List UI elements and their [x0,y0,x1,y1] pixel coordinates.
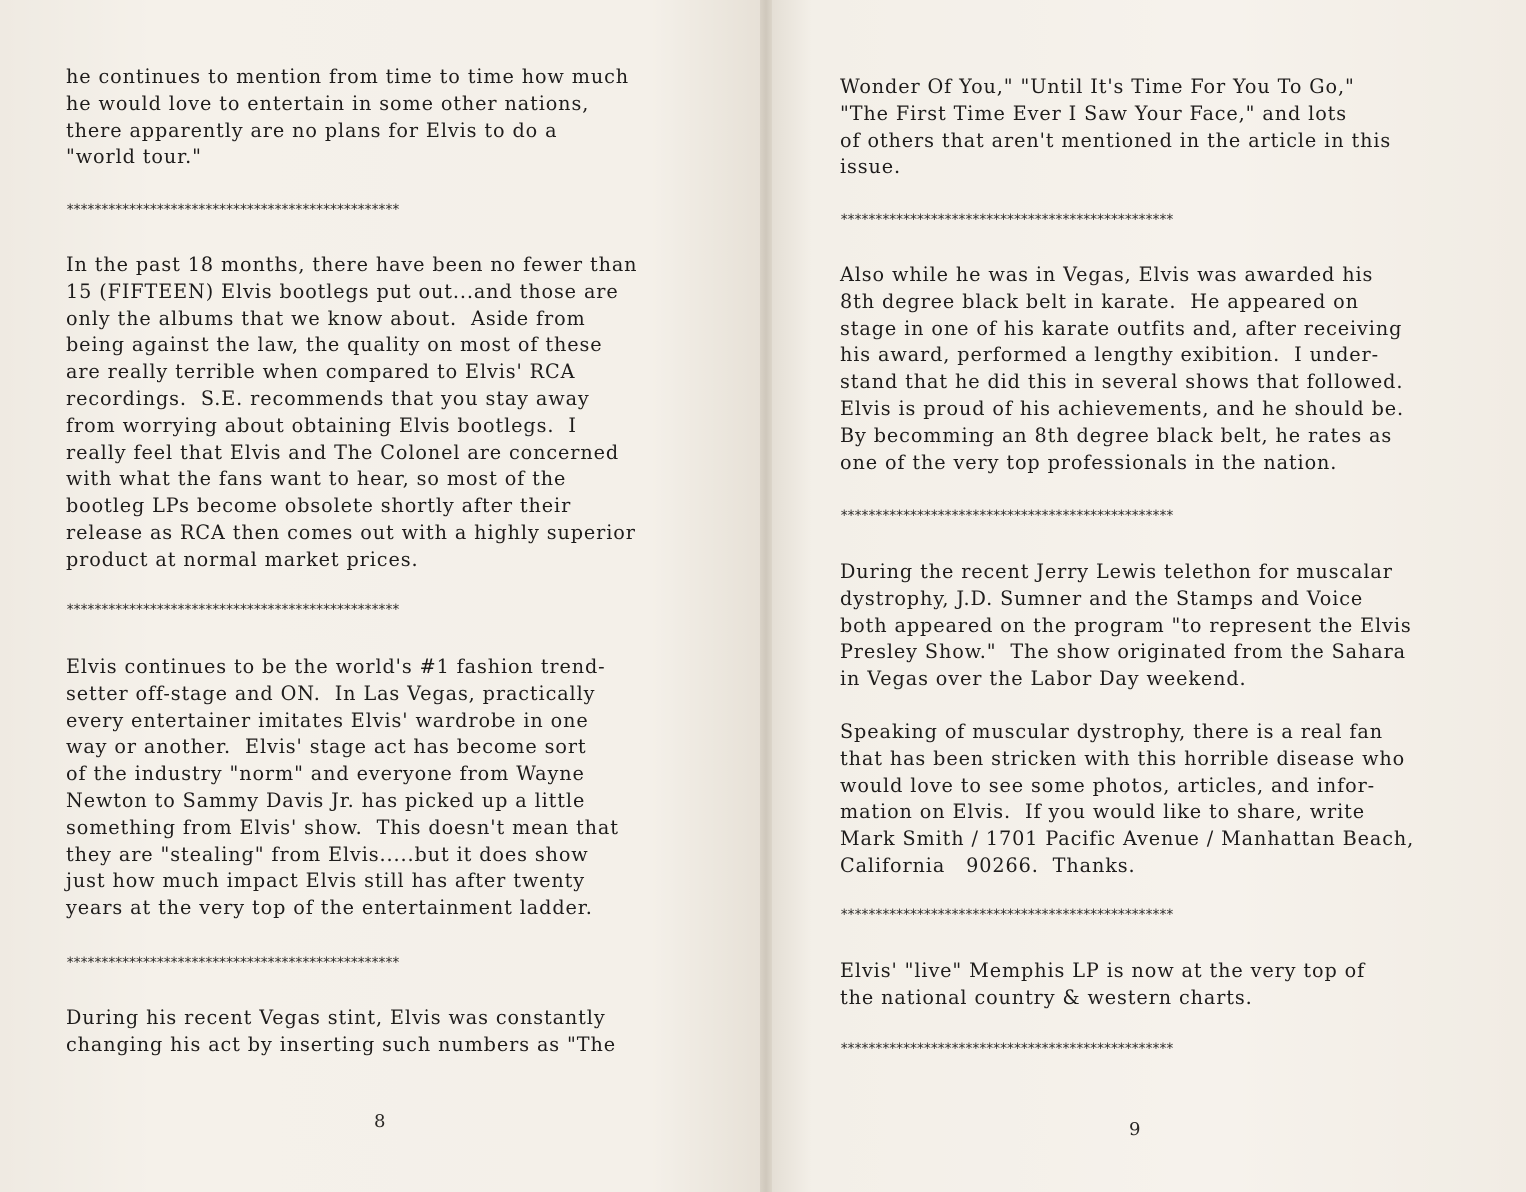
right-page [766,0,1526,1192]
right-paragraph-2: Also while he was in Vegas, Elvis was awarded his 8th degree black belt in karate. He appeared on stage in one of his karate outfits and, after receiving his award, performed a lengthy exibition. I under- stand that he did this in several shows that followed. Elvis is proud of his achievements, and he should be. By becomming an 8th degree black belt, he rates as one of the very top professionals in the nation. [840,263,1405,474]
left-paragraph-3: Elvis continues to be the world's #1 fashion trend- setter off-stage and ON. In Las Vegas, practically every entertainer imitates Elvis' wardrobe in one way or another. Elvis' stage act has become sort of the industry "norm" and everyone from Wayne Newton to Sammy Davis Jr. has picked up a little something from Elvis' show. This doesn't mean that they are "stealing" from Elvis.....but it does show just how much impact Elvis still has after twenty years at the very top of the entertainment ladder. [66,655,619,920]
page-number-right: 9 [1129,1119,1141,1140]
right-paragraph-4: Speaking of muscular dystrophy, there is a real fan that has been stricken with this horrible disease who would love to see some photos, articles, and infor- mation on Elvis. If you would like to share, write Mark Smith / 1701 Pacific Avenue / Manhattan Beach, California 90266. Thanks. [840,720,1415,877]
left-paragraph-4: During his recent Vegas stint, Elvis was constantly changing his act by inserting such numbers as "The [66,1006,616,1056]
right-paragraph-1: Wonder Of You," "Until It's Time For You To Go," "The First Time Ever I Saw Your Face," and lots of others that aren't mentioned in the article in this issue. [840,75,1392,179]
book-gutter [760,0,772,1192]
left-paragraph-2: In the past 18 months, there have been no fewer than 15 (FIFTEEN) Elvis bootlegs put out...and those are only the albums that we know about. Aside from being against the law, the quality on most of these are really terrible when compared to Elvis' RCA recordings. S.E. recommends that you stay away from worrying about obtaining Elvis bootlegs. I really feel that Elvis and The Colonel are concerned with what the fans want to hear, so most of the bootleg LPs become obsolete shortly after their release as RCA then comes out with a highly superior product at normal market prices. [66,253,638,571]
left-separator-2: ************************************************ [66,602,399,618]
right-paragraph-3: During the recent Jerry Lewis telethon for muscalar dystrophy, J.D. Sumner and the Stamps and Voice both appeared on the program "to represent the Elvis Presley Show." The show originated from the Sahara in Vegas over the Labor Day weekend. [840,560,1412,691]
right-separator-4: ************************************************ [840,1041,1173,1057]
right-separator-2: ************************************************ [840,508,1173,524]
left-separator-3: ************************************************ [66,955,399,971]
page-number-left: 8 [374,1111,386,1132]
left-paragraph-1: he continues to mention from time to time how much he would love to entertain in some other nations, there apparently are no plans for Elvis to do a "world tour." [66,65,630,169]
right-separator-3: ************************************************ [840,907,1173,923]
right-paragraph-5: Elvis' "live" Memphis LP is now at the very top of the national country & western charts. [840,959,1366,1009]
left-separator-1: ************************************************ [66,202,399,218]
right-separator-1: ************************************************ [840,212,1173,228]
